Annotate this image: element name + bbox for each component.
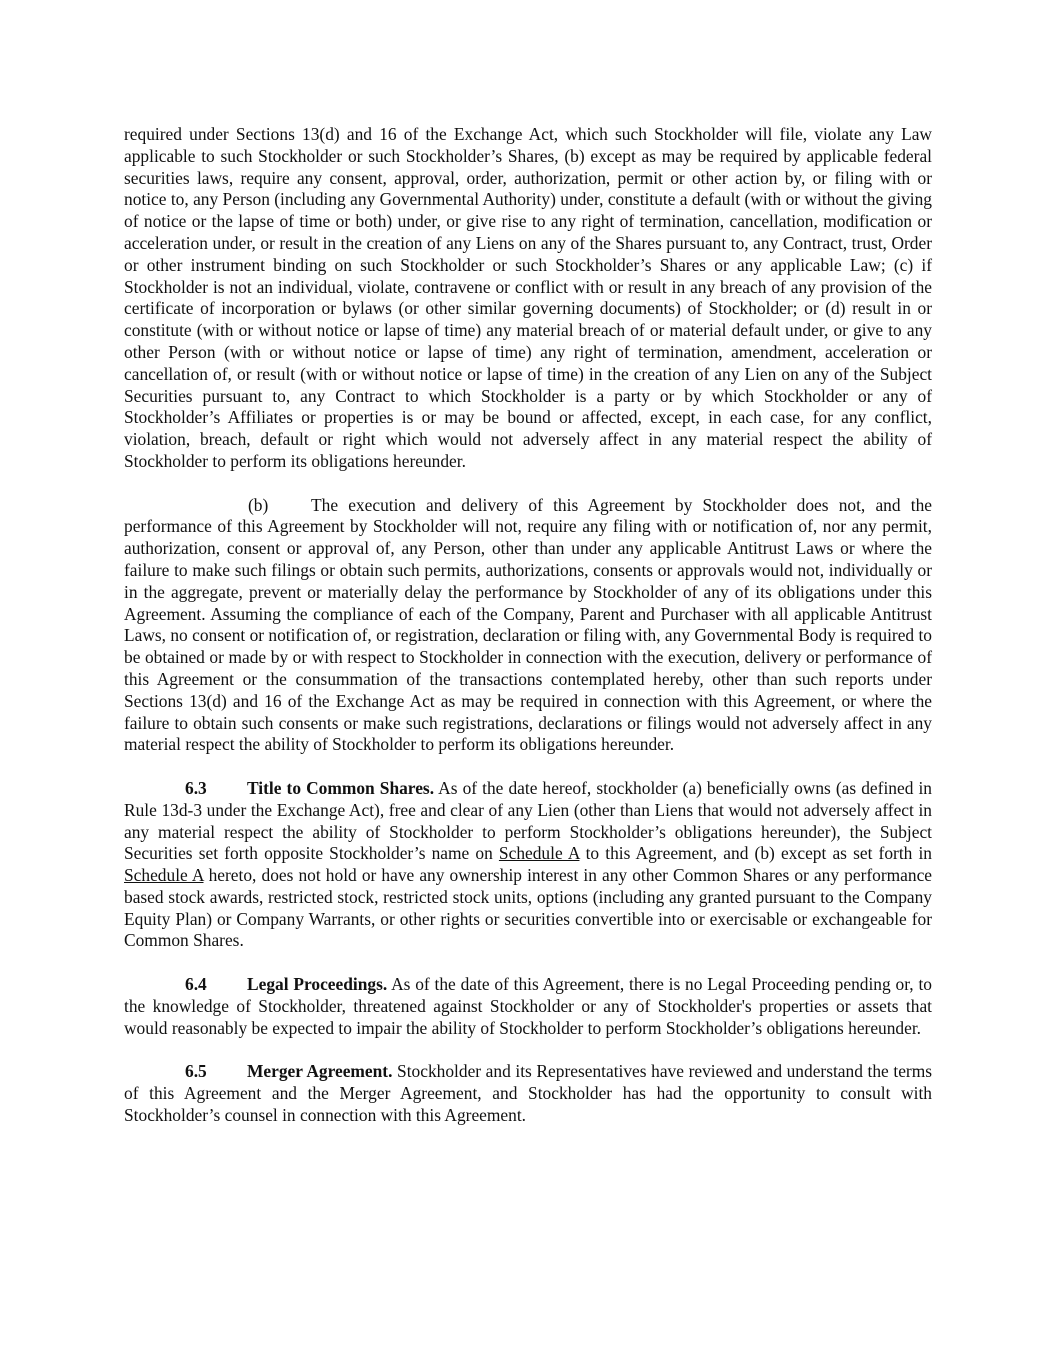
section-heading: Legal Proceedings.: [247, 974, 388, 995]
schedule-a-reference: Schedule A: [498, 843, 580, 864]
section-text: hereto, does not hold or have any ownership interest in any other Common Shares or any performance based stock awards, restricted stock, restricted stock units, options (including any granted pursuant to the Company Equity Plan) or Company Warrants, or other rights or securities convertible into or exercisable or exchangeable for Common Shares.: [124, 865, 933, 951]
section-6-5: [124, 1061, 932, 1126]
subsection-label: (b): [248, 494, 269, 515]
schedule-a-reference: Schedule A: [124, 865, 204, 886]
section-heading: Title to Common Shares.: [247, 777, 435, 798]
section-number: 6.4: [185, 974, 207, 995]
section-6-3: [124, 778, 932, 952]
document-page: [124, 124, 932, 1148]
section-text: Stockholder and its Representatives have reviewed and understand the terms of this Agreement and the Merger Agreement, and Stockholder has had the opportunity to consult with Stockholder’s counsel in connection with this Agreement.: [124, 1061, 933, 1125]
section-text: to this Agreement, and (b) except as set forth in: [579, 843, 933, 864]
section-heading: Merger Agreement.: [247, 1061, 393, 1082]
section-number: 6.3: [185, 777, 207, 798]
subsection-text: The execution and delivery of this Agreement by Stockholder does not, and the performance of this Agreement by Stockholder will not, require any filing with or notification of, nor any permit, authorization, consent or approval of, any Person, other than under any applicable Antitrust Laws or where the failure to make such filings or obtain such permits, authorizations, consents or approvals would not, individually or in the aggregate, prevent or materially delay the performance by Stockholder of any of its obligations under this Agreement. Assuming the compliance of each of the Company, Parent and Purchaser with all applicable Antitrust Laws, no consent or notification of, or registration, declaration or filing with, any Governmental Body is required to be obtained or made by or with respect to Stockholder in connection with the execution, delivery or performance of this Agreement or the consummation of the transactions contemplated hereby, other than such reports under Sections 13(d) and 16 of the Exchange Act as may be required in connection with this Agreement, or where the failure to obtain such consents or make such registrations, declarations or filings would not adversely affect in any material respect the ability of Stockholder to perform its obligations hereunder.: [124, 494, 932, 755]
section-number: 6.5: [185, 1061, 207, 1082]
section-text: As of the date hereof, stockholder (a) beneficially owns (as defined in Rule 13d-3 under the Exchange Act), free and clear of any Lien (other than Liens that would not adversely affect in any material respect the ability of Stockholder to perform Stockholder’s obligations hereunder), the Subject Securities set forth opposite Stockholder’s name on: [124, 777, 932, 864]
paragraph-continued: required under Sections 13(d) and 16 of the Exchange Act, which such Stockholder will file, violate any Law applicable to such Stockholder or such Stockholder’s Shares, (b) except as may be required by applicable federal securities laws, require any consent, approval, order, authorization, permit or other action by, or filing with or notice to, any Person (including any Governmental Authority) under, constitute a default (with or without the giving of notice or the lapse of time or both) under, or give rise to any right of termination, cancellation, modification or acceleration under, or result in the creation of any Liens on any of the Shares pursuant to, any Contract, trust, Order or other instrument binding on such Stockholder or such Stockholder’s Shares or any applicable Law; (c) if Stockholder is not an individual, violate, contravene or conflict with or result in any breach of any provision of the certificate of incorporation or bylaws (or other similar governing documents) of Stockholder; or (d) result in or constitute (with or without notice or lapse of time) any material breach of or material default under, or give to any other Person (with or without notice or lapse of time) any right of termination, amendment, acceleration or cancellation of, or result (with or without notice or lapse of time) in the creation of any Lien on any of the Subject Securities pursuant to, any Contract to which Stockholder is a party or by which Stockholder or any of Stockholder’s Affiliates or properties is or may be bound or affected, except, in each case, for any conflict, violation, breach, default or right which would not adversely affect in any material respect the ability of Stockholder to perform its obligations hereunder.: [124, 124, 932, 471]
section-6-4: [124, 974, 932, 1039]
paragraph-6-2-b: [124, 495, 932, 757]
section-text: As of the date of this Agreement, there is no Legal Proceeding pending or, to the knowledge of Stockholder, threatened against Stockholder or any of Stockholder's properties or assets that would reasonably be expected to impair the ability of Stockholder to perform Stockholder’s obligations hereunder.: [124, 974, 932, 1038]
